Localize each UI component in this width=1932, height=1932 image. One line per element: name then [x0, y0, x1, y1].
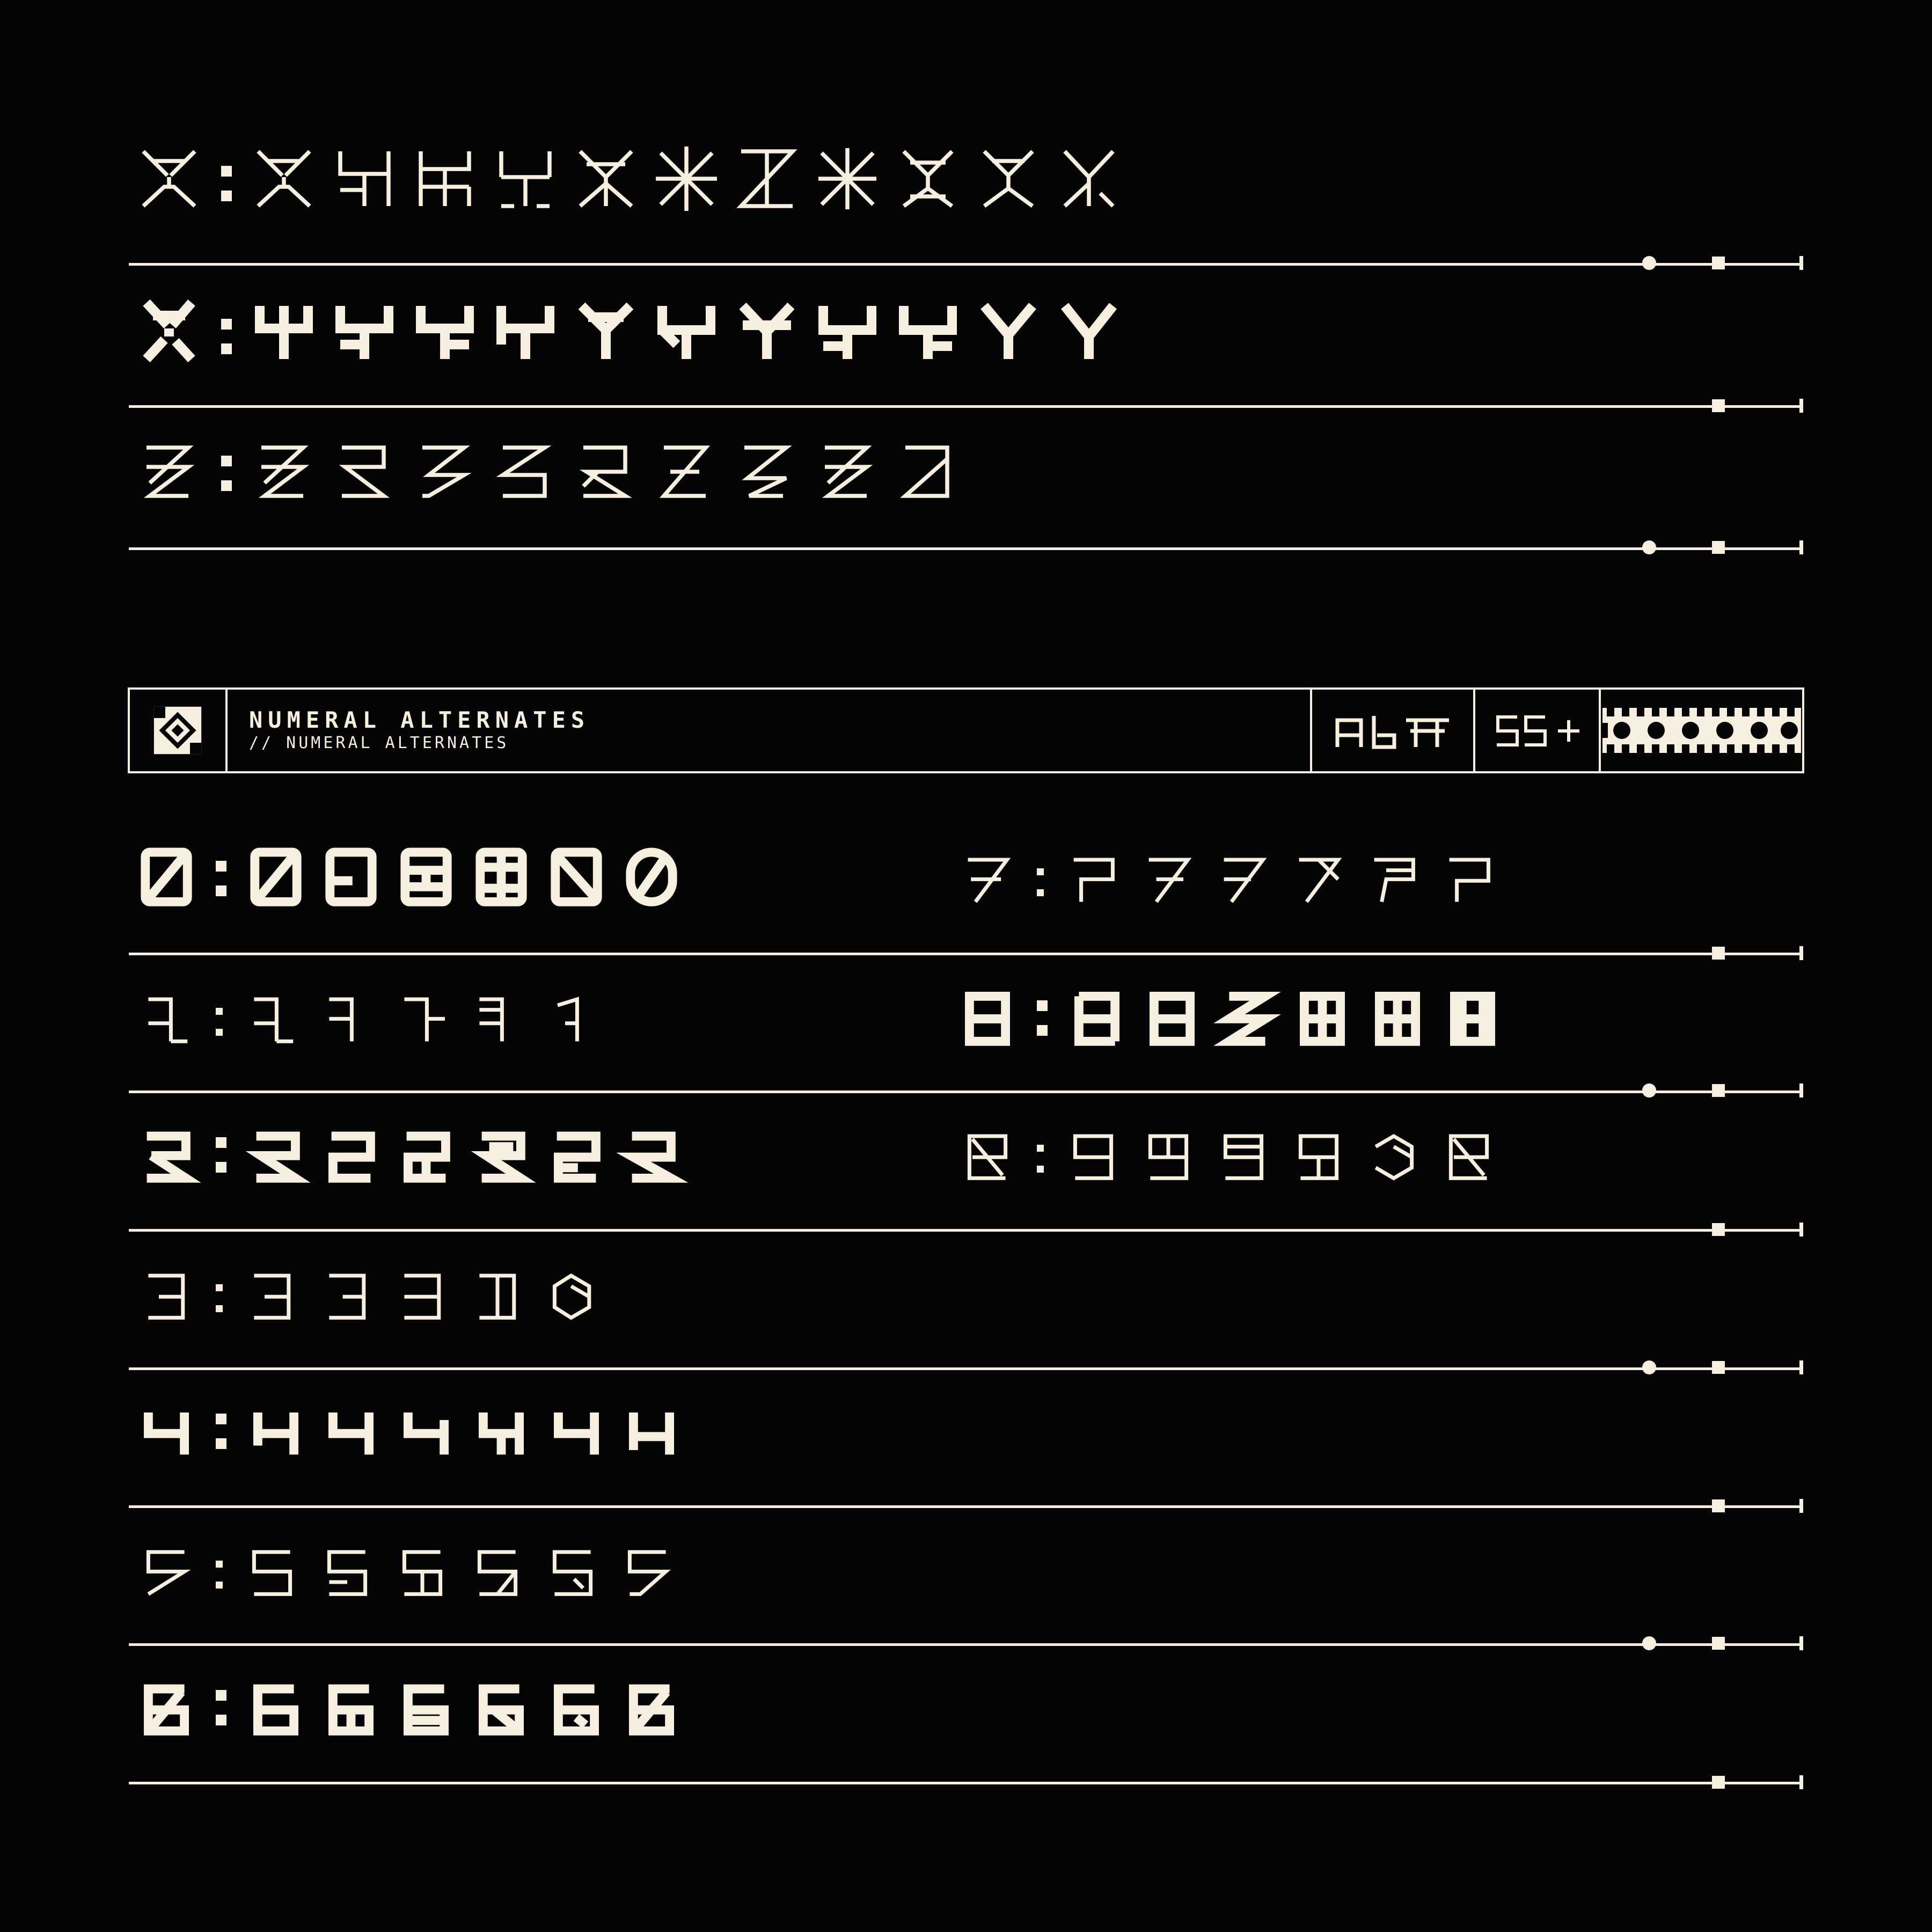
rule-square — [1712, 399, 1725, 412]
numeral-alt — [614, 1666, 689, 1741]
rule-square — [1712, 1776, 1725, 1789]
numeral-row-4 — [129, 1390, 689, 1465]
glyph-alt — [244, 137, 324, 217]
numeral-alt — [235, 1253, 310, 1328]
numeral-row-7 — [950, 837, 1506, 912]
glyph-alt — [727, 137, 807, 217]
numeral-alt — [1431, 1114, 1506, 1189]
numeral-alt — [535, 1253, 610, 1328]
logo-cell — [130, 690, 228, 771]
alt-tag-glyphs — [1331, 707, 1454, 753]
numeral-alt — [389, 1114, 464, 1189]
glyph-alt — [566, 427, 646, 507]
separator-colon — [216, 861, 226, 896]
glyph-alt — [727, 427, 807, 507]
glyph-row-psi — [129, 290, 1129, 370]
glyph-alt — [324, 290, 405, 370]
separator-colon — [216, 1414, 226, 1449]
numeral-alt — [464, 1666, 539, 1741]
numeral-alt — [389, 1666, 464, 1741]
glyph-alt — [405, 290, 485, 370]
glyph-alt — [888, 427, 968, 507]
label-title-cell — [228, 690, 1312, 771]
numeral-alt — [310, 1529, 385, 1605]
rule-cap — [1799, 1636, 1803, 1650]
separator-colon — [216, 1690, 226, 1725]
row-rule — [129, 1229, 1803, 1232]
rule-dot — [1642, 540, 1656, 554]
numeral-alt — [310, 1253, 385, 1328]
numeral-row-5 — [129, 1529, 685, 1605]
glyph-label-psi — [129, 290, 209, 370]
glyph-label-x — [129, 137, 209, 217]
numeral-alt — [235, 977, 310, 1052]
numeral-alt — [235, 1529, 310, 1605]
row-rule — [129, 1091, 1803, 1093]
numeral-alt — [539, 1390, 614, 1465]
glyph-label-z — [129, 427, 209, 507]
row-rule — [129, 405, 1803, 408]
numeral-alt — [1285, 977, 1360, 1052]
rule-square — [1712, 1361, 1725, 1374]
glyph-alt — [727, 290, 807, 370]
numeral-alt — [313, 1666, 389, 1741]
glyph-row-z — [129, 427, 968, 507]
numeral-alt — [1281, 837, 1356, 912]
rule-square — [1712, 257, 1725, 269]
rule-cap — [1799, 946, 1803, 960]
glyph-alt — [405, 427, 485, 507]
numeral-alt — [389, 837, 464, 912]
separator-colon — [221, 319, 232, 354]
rule-cap — [1799, 399, 1803, 413]
numeral-row-8 — [950, 977, 1510, 1052]
glyph-alt — [485, 427, 566, 507]
numeral-alt — [1356, 1114, 1431, 1189]
numeral-row-2 — [129, 1114, 689, 1189]
glyph-alt — [888, 137, 968, 217]
numeral-alt — [460, 1253, 535, 1328]
numeral-alt — [238, 1390, 313, 1465]
rule-square — [1712, 1637, 1725, 1650]
numeral-row-3 — [129, 1253, 610, 1328]
numeral-label-4 — [129, 1390, 204, 1465]
numeral-alt — [464, 1114, 539, 1189]
glyph-row-x — [129, 137, 1129, 217]
numeral-alt — [238, 1666, 313, 1741]
numeral-label-1 — [129, 977, 204, 1052]
numeral-row-0 — [129, 837, 689, 912]
numeral-alt — [539, 1114, 614, 1189]
rule-dot — [1642, 1084, 1656, 1097]
numeral-row-9 — [950, 1114, 1506, 1189]
diamond-emblem-icon — [152, 705, 203, 756]
label-count-cell — [1475, 690, 1601, 771]
numeral-alt — [310, 977, 385, 1052]
label-code-cell — [1601, 690, 1802, 771]
row-rule — [129, 547, 1803, 550]
numeral-alt — [389, 1390, 464, 1465]
numeral-alt — [1431, 837, 1506, 912]
row-rule — [129, 953, 1803, 955]
glyph-alt — [646, 427, 727, 507]
row-rule — [129, 1643, 1803, 1646]
row-rule — [129, 1505, 1803, 1508]
rule-cap — [1799, 1499, 1803, 1513]
rule-cap — [1799, 1084, 1803, 1097]
glyph-alt — [646, 137, 727, 217]
separator-colon — [1037, 1000, 1048, 1036]
glyph-alt — [1049, 137, 1129, 217]
numeral-label-2 — [129, 1114, 204, 1189]
rule-square — [1712, 1084, 1725, 1097]
barcode-strip-icon — [1602, 704, 1801, 757]
glyph-alt — [968, 290, 1049, 370]
rule-square — [1712, 1499, 1725, 1512]
numeral-alt — [238, 1114, 313, 1189]
numeral-label-3 — [129, 1253, 204, 1328]
rule-cap — [1799, 256, 1803, 270]
glyph-alt — [244, 427, 324, 507]
count-glyphs — [1491, 708, 1583, 752]
separator-colon — [221, 456, 232, 491]
numeral-alt — [460, 977, 535, 1052]
separator-colon — [216, 1561, 223, 1589]
glyph-alt — [244, 290, 324, 370]
glyph-alt — [324, 427, 405, 507]
numeral-alt — [1360, 977, 1435, 1052]
numeral-alt — [539, 837, 614, 912]
glyph-alt — [807, 137, 888, 217]
numeral-alt — [385, 1529, 460, 1605]
numeral-alt — [1210, 977, 1285, 1052]
numeral-alt — [460, 1529, 535, 1605]
numeral-alt — [535, 977, 610, 1052]
glyph-alt — [485, 290, 566, 370]
row-rule — [129, 1367, 1803, 1370]
rule-dot — [1642, 1360, 1656, 1374]
rule-cap — [1799, 540, 1803, 554]
numeral-alt — [313, 1114, 389, 1189]
separator-colon — [1037, 1145, 1044, 1173]
numeral-label-7 — [950, 837, 1025, 912]
numeral-alt — [539, 1666, 614, 1741]
label-title-sub: // NUMERAL ALTERNATES — [249, 734, 509, 753]
separator-colon — [216, 1284, 223, 1312]
label-tag-cell — [1312, 690, 1475, 771]
rule-square — [1712, 1223, 1725, 1236]
numeral-alt — [614, 1114, 689, 1189]
numeral-alt — [464, 837, 539, 912]
separator-colon — [216, 1008, 223, 1036]
separator-colon — [1037, 868, 1044, 896]
row-rule — [129, 1782, 1803, 1784]
numeral-alt — [535, 1529, 610, 1605]
glyph-alt — [807, 290, 888, 370]
numeral-label-6 — [129, 1666, 204, 1741]
numeral-alt — [385, 1253, 460, 1328]
numeral-row-6 — [129, 1666, 689, 1741]
separator-colon — [221, 166, 232, 201]
section-label-bar — [128, 687, 1804, 773]
glyph-alt — [566, 137, 646, 217]
numeral-alt — [1131, 837, 1206, 912]
rule-cap — [1799, 1360, 1803, 1374]
numeral-alt — [1056, 1114, 1131, 1189]
glyph-alt — [1049, 290, 1129, 370]
numeral-alt — [313, 837, 389, 912]
numeral-alt — [1059, 977, 1135, 1052]
separator-colon — [216, 1137, 226, 1173]
glyph-alt — [888, 290, 968, 370]
numeral-alt — [1356, 837, 1431, 912]
glyph-alt — [405, 137, 485, 217]
numeral-alt — [1206, 1114, 1281, 1189]
numeral-alt — [1131, 1114, 1206, 1189]
numeral-alt — [1135, 977, 1210, 1052]
label-title-main: NUMERAL ALTERNATES — [249, 707, 590, 734]
row-rule — [129, 263, 1803, 266]
glyph-alt — [968, 137, 1049, 217]
numeral-label-8 — [950, 977, 1025, 1052]
numeral-alt — [614, 1390, 689, 1465]
numeral-alt — [313, 1390, 389, 1465]
glyph-alt — [485, 137, 566, 217]
glyph-alt — [807, 427, 888, 507]
glyph-alt — [646, 290, 727, 370]
rule-square — [1712, 947, 1725, 960]
numeral-alt — [238, 837, 313, 912]
numeral-alt — [1435, 977, 1510, 1052]
rule-cap — [1799, 1775, 1803, 1789]
rule-cap — [1799, 1223, 1803, 1236]
numeral-alt — [1056, 837, 1131, 912]
numeral-alt — [1281, 1114, 1356, 1189]
rule-dot — [1642, 1636, 1656, 1650]
numeral-label-5 — [129, 1529, 204, 1605]
glyph-alt — [566, 290, 646, 370]
numeral-alt — [385, 977, 460, 1052]
numeral-label-0 — [129, 837, 204, 912]
numeral-alt — [464, 1390, 539, 1465]
glyph-alt — [324, 137, 405, 217]
rule-square — [1712, 541, 1725, 554]
numeral-alt — [614, 837, 689, 912]
rule-dot — [1642, 256, 1656, 270]
numeral-label-9 — [950, 1114, 1025, 1189]
numeral-row-1 — [129, 977, 610, 1052]
numeral-alt — [1206, 837, 1281, 912]
numeral-alt — [610, 1529, 685, 1605]
